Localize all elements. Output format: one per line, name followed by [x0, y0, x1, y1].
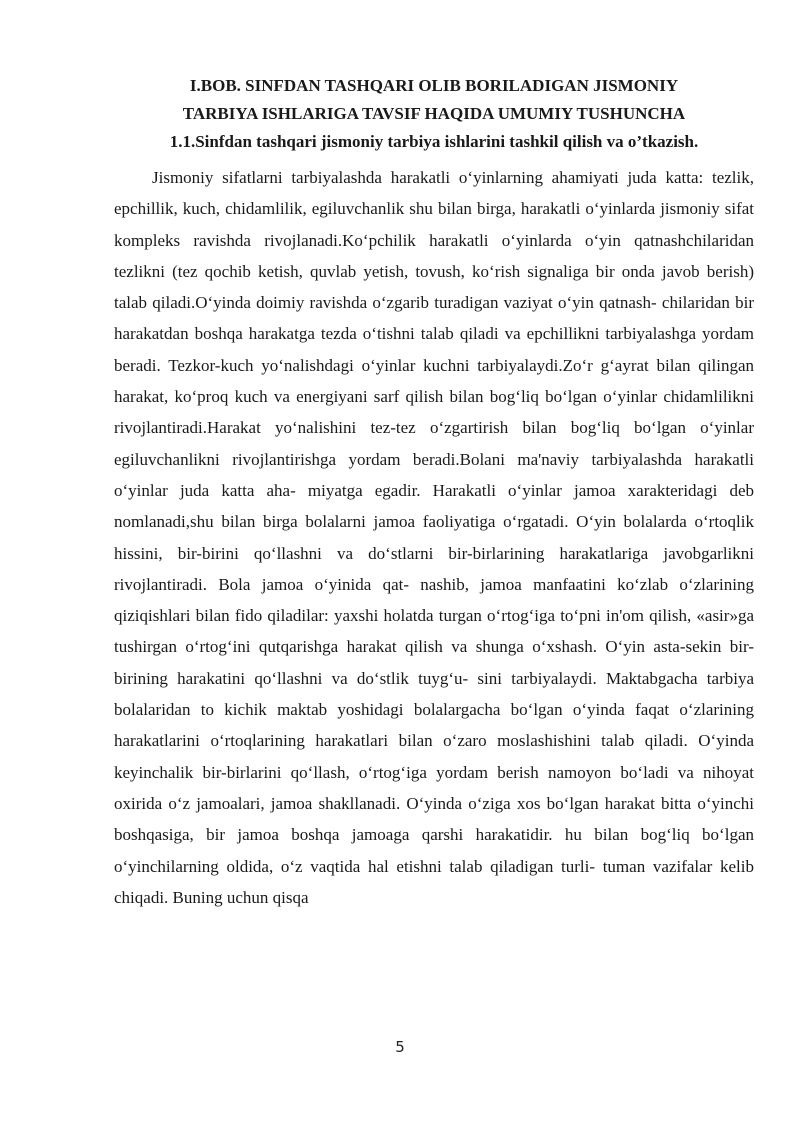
- page-number: 5: [395, 1038, 405, 1056]
- section-title: 1.1.Sinfdan tashqari jismoniy tarbiya ishlarini tashkil qilish va o’tkazish.: [169, 132, 699, 151]
- chapter-title-line-1: I.BOB. SINFDAN TASHQARI OLIB BORILADIGAN JISMONIY: [189, 76, 679, 95]
- document-page: [114, 72, 754, 913]
- body-paragraph: Jismoniy sifatlarni tarbiyalashda harakatli o‘yinlarning ahamiyati juda katta: tezlik, epchillik, kuch, chidamlilik, egiluvchanlik shu bilan birga, harakatli o‘yinlarda jismoniy sifat kompleks ravishda rivojlanadi.Ko‘pchilik harakatli o‘yinlarda o‘yin qatnashchilaridan tezlikni (tez qochib ketish, quvlab yetish, tovush, ko‘rish signaliga bir onda javob berish) talab qiladi.O‘yinda doimiy ravishda o‘zgarib turadigan vaziyat o‘yin qatnash- chilaridan bir harakatdan boshqa harakatga tezda o‘tishni talab qiladi va epchillikni tarbiyalashga yordam beradi. Tezkor-kuch yo‘nalishdagi o‘yinlar kuchni tarbiyalaydi.Zo‘r g‘ayrat bilan qilingan harakat, ko‘proq kuch va energiyani sarf qilish bilan bog‘liq bo‘lgan o‘yinlar chidamlilikni rivojlantiradi.Harakat yo‘nalishini tez-tez o‘zgartirish bilan bog‘liq bo‘lgan o‘yinlar egiluvchanlikni rivojlantirishga yordam beradi.Bolani ma'naviy tarbiyalashda harakatli o‘yinlar juda katta aha- miyatga egadir. Harakatli o‘yinlar jamoa xarakteridagi deb nomlanadi,shu bilan birga bolalarni jamoa faoliyatiga o‘rgatadi. O‘yin bolalarda o‘rtoqlik hissini, bir-birini qo‘llashni va do‘stlarni bir-birlarining harakatlariga javobgarlikni rivojlantiradi. Bola jamoa o‘yinida qat- nashib, jamoa manfaatini ko‘zlab o‘zlarining qiziqishlari bilan fido qiladilar: yaxshi holatda turgan o‘rtog‘iga to‘pni in'om qilish, «asir»ga tushirgan o‘rtog‘ini qutqarishga harakat qilish va shunga o‘xshash. O‘yin asta-sekin bir-birining harakatini qo‘llashni va do‘stlik tuyg‘u- sini tarbiyalaydi. Maktabgacha tarbiya bolalaridan to kichik maktab yoshidagi bolalargacha bo‘lgan o‘yinda faqat o‘zlarining harakatlarini o‘rtoqlarining harakatlari bilan o‘zaro moslashishini talab qiladi. O‘yinda keyinchalik bir-birlarini qo‘llash, o‘rtog‘iga yordam berish namoyon bo‘ladi va nihoyat oxirida o‘z jamoalari, jamoa shakllanadi. O‘yinda o‘ziga xos bo‘lgan harakat bitta o‘yinchi boshqasiga, bir jamoa boshqa jamoaga qarshi harakatidir. hu bilan bog‘liq bo‘lgan o‘yinchilarning oldida, o‘z vaqtida hal etishni talab qiladigan turli- tuman vazifalar kelib chiqadi. Buning uchun qisqa: [114, 168, 754, 907]
- chapter-title-line-2: TARBIYA ISHLARIGA TAVSIF HAQIDA UMUMIY TUSHUNCHA: [182, 104, 686, 123]
- chapter-title: [114, 72, 754, 128]
